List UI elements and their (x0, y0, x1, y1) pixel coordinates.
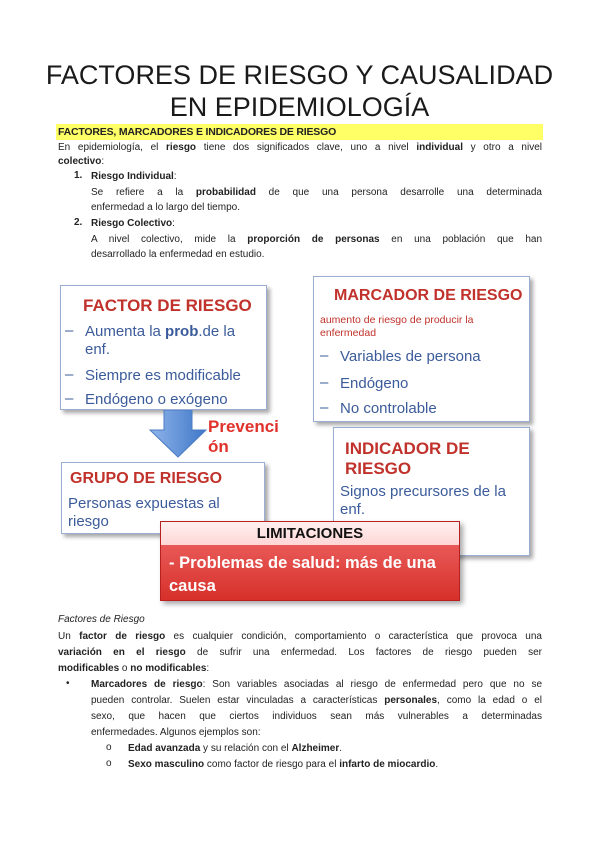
factor-item-3: Endógeno o exógeno (85, 391, 228, 408)
grupo-description: Personas expuestas al riesgo (68, 495, 220, 530)
dash-mark: – (320, 374, 329, 391)
page-title-line-1: FACTORES DE RIESGO Y CAUSALIDAD (45, 60, 554, 90)
marcador-item-3: No controlable (340, 400, 437, 417)
list-body-2-line-2: desarrollado la enfermedad en estudio. (91, 249, 265, 260)
example-2: Sexo masculino como factor de riesgo para el infarto de miocardio. (128, 759, 439, 770)
dash-mark: – (65, 322, 74, 339)
list-body-1-line-1: Se refiere a la probabilidad de que una persona desarrolle una determinada (91, 187, 542, 198)
marcadores-line-1: Marcadores de riesgo: Son variables asociadas al riesgo de enfermedad pero que no se (91, 679, 543, 690)
factor-de-riesgo-title: FACTOR DE RIESGO (83, 296, 252, 315)
dash-mark: – (65, 390, 74, 407)
marcador-item-1: Variables de persona (340, 348, 481, 365)
marcadores-line-4: enfermedades. Algunos ejemplos son: (91, 727, 261, 738)
indicador-description: Signos precursores de la enf. (340, 483, 506, 518)
marcadores-line-2: pueden controlar. Suelen estar vinculadas a características personales, como la edad o el (91, 695, 542, 706)
limitaciones-text: - Problemas de salud: más de una causa (169, 554, 436, 595)
page-title-line-2: EN EPIDEMIOLOGÍA (169, 92, 430, 122)
limitaciones-box (160, 521, 460, 601)
list-number-2: 2. (74, 217, 83, 228)
list-title-2: Riesgo Colectivo: (91, 218, 175, 229)
factor-de-riesgo-box (60, 285, 267, 410)
factor-item-2: Siempre es modificable (85, 367, 241, 384)
marcador-description: aumento de riesgo de producir la enfermedad (320, 314, 474, 339)
bullet-mark: • (66, 678, 70, 689)
list-number-1: 1. (74, 170, 83, 181)
factores-line-2: variación en el riesgo de sufrir una enfermedad. Los factores de riesgo pueden ser (58, 647, 543, 658)
sub-bullet-mark: o (106, 758, 112, 769)
prevencion-label: Prevenci ón (208, 417, 279, 456)
dash-mark: – (65, 366, 74, 383)
dash-mark: – (320, 347, 329, 364)
list-body-1-line-2: enfermedad a lo largo del tiempo. (91, 202, 240, 213)
factor-item-1: Aumenta la prob.de la enf. (85, 323, 236, 358)
example-1: Edad avanzada y su relación con el Alzheimer. (128, 743, 343, 754)
list-title-1: Riesgo Individual: (91, 171, 177, 182)
marcadores-line-3: sexo, que hacen que ciertos individuos sean más vulnerables a determinadas (91, 711, 542, 722)
grupo-de-riesgo-title: GRUPO DE RIESGO (70, 470, 223, 487)
marcador-item-2: Endógeno (340, 375, 409, 392)
intro-line-2: colectivo: (58, 156, 105, 167)
factores-subtitle: Factores de Riesgo (58, 614, 145, 625)
intro-line-1: En epidemiología, el riesgo tiene dos significados clave, uno a nivel individual y otro a nivel (58, 142, 542, 153)
dash-mark: – (320, 399, 329, 416)
down-arrow-icon (148, 410, 208, 458)
marcador-de-riesgo-box (313, 276, 530, 422)
sub-bullet-mark: o (106, 742, 112, 753)
factores-line-3: modificables o no modificables: (58, 663, 210, 674)
factores-line-1: Un factor de riesgo es cualquier condición, comportamiento o característica que provoca una (58, 631, 542, 642)
list-body-2-line-1: A nivel colectivo, mide la proporción de personas en una población que han (91, 234, 543, 245)
indicador-de-riesgo-title: INDICADOR DE RIESGO (345, 439, 470, 478)
marcador-de-riesgo-title: MARCADOR DE RIESGO (334, 287, 523, 304)
section-heading: FACTORES, MARCADORES E INDICADORES DE RIESGO (56, 124, 543, 140)
limitaciones-title: LIMITACIONES (161, 522, 459, 545)
